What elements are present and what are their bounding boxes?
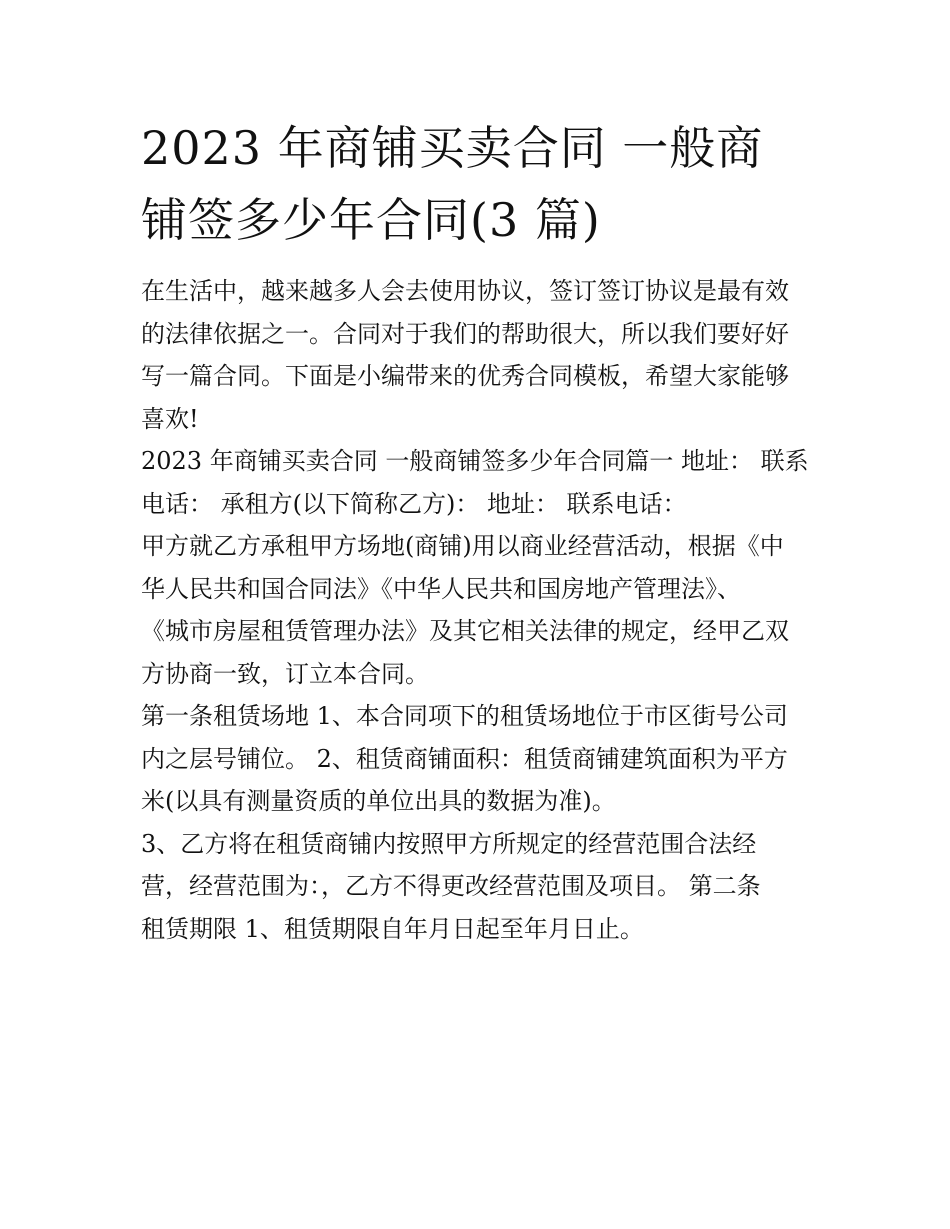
paragraph-line: 喜欢! (141, 404, 199, 433)
document-title (141, 112, 813, 256)
paragraph-line: 米(以具有测量资质的单位出具的数据为准)。 (141, 787, 616, 815)
paragraph-line: 甲方就乙方承租甲方场地(商铺)用以商业经营活动，根据《中 (141, 532, 784, 560)
title-line-1: 2023 年商铺买卖合同 一般商 (141, 121, 764, 175)
paragraph-line: 第一条租赁场地 1、本合同项下的租赁场地位于市区街号公司 (141, 702, 788, 730)
paragraph-line: 《城市房屋租赁管理办法》及其它相关法律的规定，经甲乙双 (141, 617, 789, 645)
paragraph-line: 租赁期限 1、租赁期限自年月日起至年月日止。 (141, 914, 644, 943)
article-scope-paragraph (141, 823, 813, 951)
paragraph-line: 营，经营范围为：，乙方不得更改经营范围及项目。 第二条 (141, 872, 761, 900)
paragraph-line: 的法律依据之一。合同对于我们的帮助很大，所以我们要好好 (141, 319, 789, 348)
paragraph-line: 方协商一致，订立本合同。 (141, 659, 429, 688)
paragraph-line: 写一篇合同。下面是小编带来的优秀合同模板，希望大家能够 (141, 362, 789, 390)
document-page (141, 112, 813, 950)
title-line-2: 铺签多少年合同(3 篇) (141, 193, 601, 247)
article-one-paragraph (141, 695, 813, 823)
paragraph-line: 3、乙方将在租赁商铺内按照甲方所规定的经营范围合法经 (141, 829, 757, 858)
paragraph-line: 华人民共和国合同法》《中华人民共和国房地产管理法》、 (141, 574, 741, 603)
paragraph-line: 2023 年商铺买卖合同 一般商铺签多少年合同篇一 地址： 联系 (141, 447, 809, 475)
paragraph-line: 电话： 承租方(以下简称乙方)： 地址： 联系电话： (141, 489, 687, 518)
paragraph-line: 内之层号铺位。 2、租赁商铺面积：租赁商铺建筑面积为平方 (141, 744, 788, 773)
preamble-paragraph (141, 525, 813, 695)
parties-paragraph (141, 440, 813, 525)
paragraph-line: 在生活中，越来越多人会去使用协议，签订签订协议是最有效 (141, 277, 789, 305)
intro-paragraph (141, 270, 813, 440)
